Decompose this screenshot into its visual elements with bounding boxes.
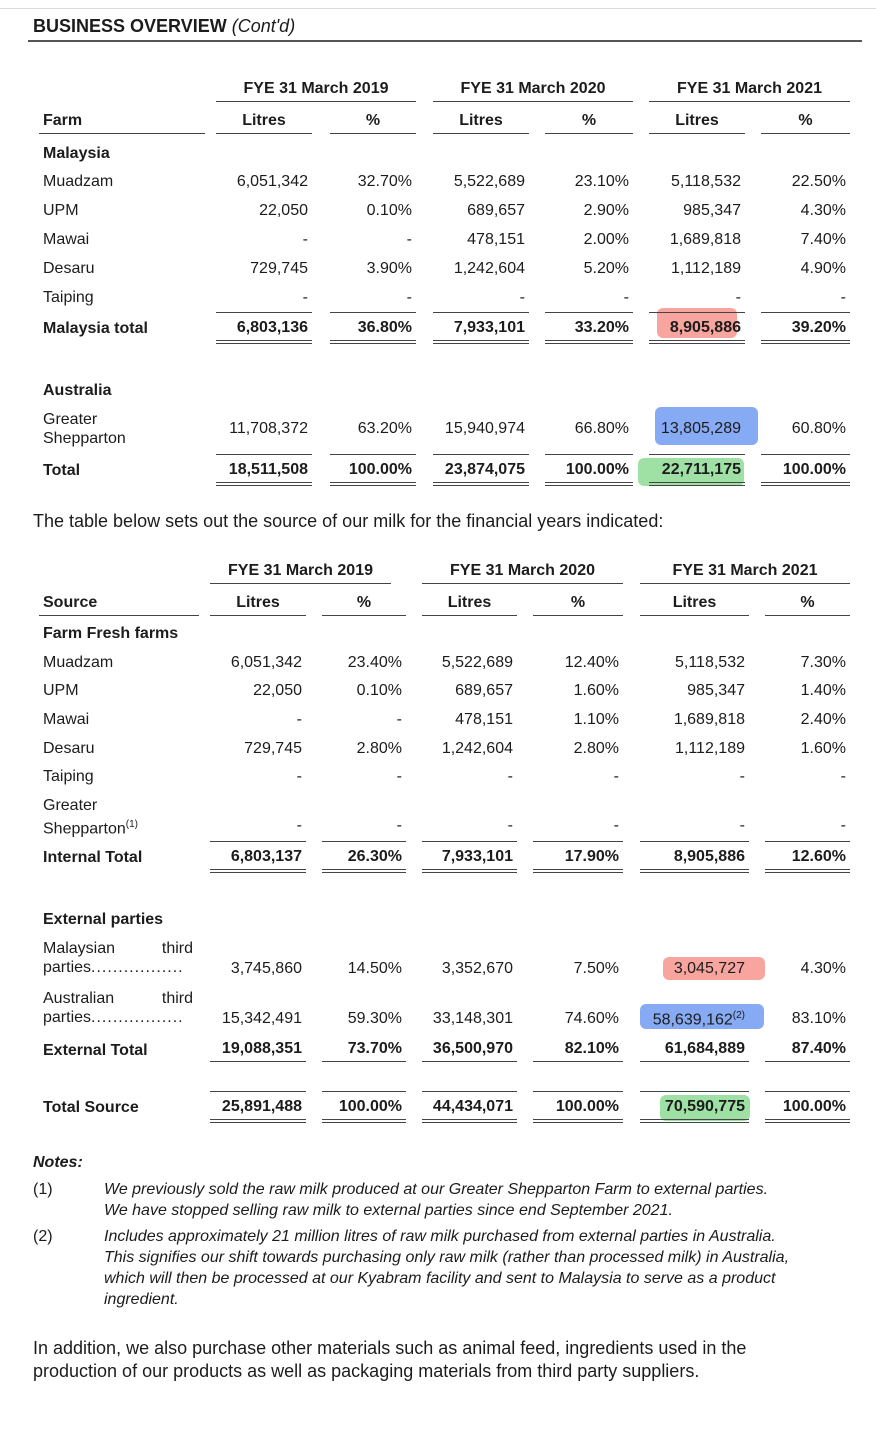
table-cell: 1,242,604 [441,740,513,757]
table-cell: 7.30% [800,654,846,671]
table-cell: 689,657 [455,682,513,699]
table-cell: 3.90% [366,260,412,277]
row-label: Desaru [43,260,95,277]
table-cell: 83.10% [791,1010,846,1027]
table-cell: 15,940,974 [444,420,525,437]
first-column-header: Source [39,594,199,616]
title-rule [28,40,862,42]
row-label: Internal Total [43,849,143,866]
table-cell: 26.30% [322,841,406,873]
table-cell: 478,151 [455,711,513,728]
table-cell: 23.10% [574,173,629,190]
table-cell: 36.80% [330,312,416,344]
table-cell: 33,148,301 [432,1010,513,1027]
table-cell: 3,745,860 [230,960,302,977]
table-cell: - [396,768,402,785]
table-cell: 6,803,136 [216,312,312,344]
row-label: Australian third parties................. [43,990,193,1026]
table-cell: 100.00% [765,1091,850,1123]
table-cell: 33.20% [545,312,633,344]
table-cell: 729,745 [244,740,302,757]
table-cell: 11,708,372 [229,420,308,437]
table-cell: 19,088,351 [210,1034,306,1062]
row-label: Greater Shepparton [43,411,126,447]
table-cell: 8,905,886 [640,841,749,873]
litres-header: Litres [422,594,517,616]
table-cell: - [296,711,302,728]
table-cell: 7.50% [573,960,619,977]
percent-header: % [761,112,850,134]
row-label: Malaysia [43,145,110,162]
table-cell: 5,522,689 [453,173,525,190]
row-label: Total [43,462,81,479]
table-cell: 3,352,670 [441,960,513,977]
table-cell: 1,112,189 [675,740,745,757]
table-cell: 0.10% [356,682,402,699]
row-label: Mawai [43,711,90,728]
row-label: Greater Shepparton$^{(1)}$ [43,797,138,838]
table-cell: 1.60% [573,682,619,699]
table-cell: 7,933,101 [422,841,517,873]
table-cell: 87.40% [765,1034,850,1062]
percent-header: % [330,112,416,134]
table-cell: - [296,817,302,834]
table-cell: 25,891,488 [210,1091,306,1123]
table-cell: - [739,768,745,785]
table-cell: 5,118,532 [675,654,745,671]
year-header: FYE 31 March 2020 [433,80,633,102]
table-cell: 14.50% [347,960,402,977]
table-cell: - [840,289,846,306]
table-cell: 100.00% [330,454,416,486]
percent-header: % [533,594,623,616]
table-cell: 66.80% [574,420,629,437]
table-cell: 2.00% [583,231,629,248]
litres-header: Litres [216,112,312,134]
table-cell: 5,118,532 [671,173,741,190]
note-text: Includes approximately 21 million litres of raw milk purchased from external parties in Australia. This signifies our shift towards purchasing only raw milk (rather than processed milk) in Australia, which will then be processed at our Kyabram facility and sent to Malaysia to serve as a product ingredient. [104,1228,790,1308]
table-cell: - [507,817,513,834]
table-cell: - [396,711,402,728]
table-cell: 2.40% [800,711,846,728]
note-number: (1) [33,1181,53,1198]
table-cell: 1.60% [800,740,846,757]
table-cell: - [302,289,308,306]
table-intro-text: The table below sets out the source of our milk for the financial years indicated: [33,511,664,531]
note-number: (2) [33,1228,53,1245]
litres-header: Litres [210,594,306,616]
table-cell: 1,112,189 [671,260,741,277]
table-cell: 729,745 [250,260,308,277]
table-cell: 2.80% [573,740,619,757]
year-header: FYE 31 March 2019 [210,562,391,584]
page-top-divider [0,8,876,9]
table-cell: 4.30% [800,202,846,219]
table-cell: 100.00% [533,1091,623,1123]
table-cell: 59.30% [347,1010,402,1027]
table-cell: 689,657 [467,202,525,219]
table-cell: 15,342,491 [221,1010,302,1027]
row-label: Muadzam [43,173,114,190]
table-cell: 44,434,071 [422,1091,517,1123]
row-label: UPM [43,202,79,219]
table-cell: 23,874,075 [433,454,529,486]
table-cell: 1,689,818 [669,231,741,248]
table-cell: 5.20% [583,260,629,277]
row-label: Malaysia total [43,320,148,337]
year-header: FYE 31 March 2019 [216,80,416,102]
table-cell: 4.30% [800,960,846,977]
table-cell: 100.00% [761,454,850,486]
row-label: External parties [43,911,164,928]
table-cell: 985,347 [687,682,745,699]
table-cell: 8,905,886 [649,312,745,344]
table-cell: 12.40% [564,654,619,671]
table-cell: - [840,768,846,785]
row-label: Desaru [43,740,95,757]
percent-header: % [322,594,406,616]
row-label: Total Source [43,1099,139,1116]
table-cell: 58,639,162$^{(2)}$ [652,1010,745,1029]
row-label: Taiping [43,289,94,306]
page-title: BUSINESS OVERVIEW (Cont'd) [33,16,296,36]
table-cell: 100.00% [322,1091,406,1123]
row-label: Taiping [43,768,94,785]
table-cell: 0.10% [366,202,412,219]
table-cell: - [507,768,513,785]
table-cell: 1.10% [573,711,619,728]
note-text: We previously sold the raw milk produced at our Greater Shepparton Farm to external parties. We have stopped selling raw milk to external parties since end September 2021. [104,1181,769,1219]
table-cell: 1.40% [800,682,846,699]
table-cell: 18,511,508 [216,454,312,486]
table-cell: 6,051,342 [236,173,308,190]
table-cell: 3,045,727 [673,960,745,977]
table-cell: 36,500,970 [422,1034,517,1062]
row-label: Farm Fresh farms [43,625,179,642]
table-cell: - [613,817,619,834]
table-cell: 7.40% [800,231,846,248]
table-cell: 73.70% [322,1034,406,1062]
table-cell: 22,050 [253,682,302,699]
table-cell: 22,050 [259,202,308,219]
year-header: FYE 31 March 2021 [649,80,850,102]
table-cell: 22.50% [791,173,846,190]
table-cell: 100.00% [545,454,633,486]
table-cell: 70,590,775 [640,1091,749,1123]
closing-paragraph-line-1: In addition, we also purchase other materials such as animal feed, ingredients used in the [33,1338,747,1358]
table-cell: 17.90% [533,841,623,873]
table-cell: 13,805,289 [660,420,741,437]
table-cell: 2.90% [583,202,629,219]
row-label: Australia [43,382,112,399]
table-cell: - [840,817,846,834]
table-cell: 985,347 [683,202,741,219]
litres-header: Litres [640,594,749,616]
table-cell: - [739,817,745,834]
row-label: Malaysian third parties................. [43,940,193,976]
table-cell: - [406,231,412,248]
table-cell: - [519,289,525,306]
first-column-header: Farm [39,112,205,134]
table-cell: 4.90% [800,260,846,277]
table-cell: 1,242,604 [453,260,525,277]
table-cell: - [396,817,402,834]
table-cell: 1,689,818 [673,711,745,728]
row-label: UPM [43,682,79,699]
table-cell: 63.20% [357,420,412,437]
table-cell: - [623,289,629,306]
table-cell: 2.80% [356,740,402,757]
row-label: Muadzam [43,654,114,671]
table-cell: 12.60% [765,841,850,873]
table-cell: - [296,768,302,785]
closing-paragraph-line-2: production of our products as well as packaging materials from third party suppliers. [33,1361,700,1381]
table-cell: 22,711,175 [649,454,745,486]
notes-heading: Notes: [33,1154,83,1171]
percent-header: % [545,112,633,134]
row-label: External Total [43,1042,148,1059]
table-cell: 6,051,342 [230,654,302,671]
litres-header: Litres [433,112,529,134]
table-cell: - [613,768,619,785]
table-cell: 74.60% [564,1010,619,1027]
table-cell: 61,684,889 [640,1034,749,1062]
table-cell: - [406,289,412,306]
litres-header: Litres [649,112,745,134]
table-cell: 82.10% [533,1034,623,1062]
table-cell: 60.80% [791,420,846,437]
year-header: FYE 31 March 2020 [422,562,623,584]
table-cell: - [735,289,741,306]
year-header: FYE 31 March 2021 [640,562,850,584]
table-cell: 6,803,137 [210,841,306,873]
table-cell: - [302,231,308,248]
percent-header: % [765,594,850,616]
table-cell: 39.20% [761,312,850,344]
table-cell: 23.40% [347,654,402,671]
table-cell: 32.70% [357,173,412,190]
table-cell: 5,522,689 [441,654,513,671]
table-cell: 7,933,101 [433,312,529,344]
row-label: Mawai [43,231,90,248]
table-cell: 478,151 [467,231,525,248]
